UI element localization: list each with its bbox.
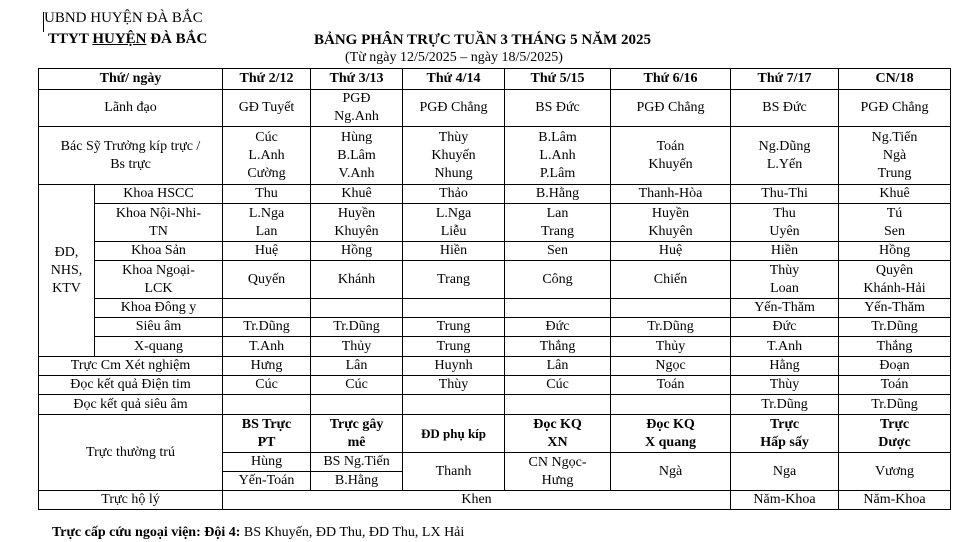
table-cell: Thủy bbox=[311, 337, 403, 357]
table-cell: B.Hằng bbox=[311, 472, 403, 491]
table-cell: Quyên Khánh-Hải bbox=[839, 261, 951, 299]
table-cell: Thùy bbox=[731, 376, 839, 395]
footer-text: BS Khuyến, ĐD Thu, ĐD Thu, LX Hải bbox=[240, 525, 465, 540]
table-cell: Quyến bbox=[223, 261, 311, 299]
table-cell: Trung bbox=[403, 318, 505, 337]
table-cell: Hiền bbox=[731, 242, 839, 261]
table-cell: Cúc L.Anh Cường bbox=[223, 127, 311, 185]
org-name-line1: UBND HUYỆN ĐÀ BẮC bbox=[44, 10, 203, 26]
day-header-row bbox=[39, 69, 951, 90]
table-cell: Thu Uyên bbox=[731, 204, 839, 242]
row-label: Trực Cm Xét nghiệm bbox=[39, 357, 223, 376]
table-cell: BS Ng.Tiến bbox=[311, 453, 403, 472]
staff-row-ultrasound bbox=[39, 318, 951, 337]
day-header: Thứ 2/12 bbox=[223, 69, 311, 90]
table-cell: Cúc bbox=[311, 376, 403, 395]
duty-roster-table bbox=[38, 68, 951, 510]
day-header: Thứ 3/13 bbox=[311, 69, 403, 90]
lab-row bbox=[39, 357, 951, 376]
table-cell: Hùng B.Lâm V.Anh bbox=[311, 127, 403, 185]
table-cell: Lân bbox=[311, 357, 403, 376]
resident-header-row bbox=[39, 415, 951, 453]
table-cell: B.Hằng bbox=[505, 185, 611, 204]
row-label: Bác Sỹ Trưởng kíp trực / Bs trực bbox=[39, 127, 223, 185]
table-cell: Yến-Thăm bbox=[731, 299, 839, 318]
org-name-line2 bbox=[48, 31, 207, 48]
ultrasound-read-row bbox=[39, 395, 951, 415]
org-prefix: TTYT bbox=[48, 31, 93, 47]
table-cell bbox=[403, 395, 505, 415]
resident-role-header: ĐD phụ kíp bbox=[403, 415, 505, 453]
table-cell: CN Ngọc- Hưng bbox=[505, 453, 611, 491]
table-cell: T.Anh bbox=[223, 337, 311, 357]
table-cell: Tr.Dũng bbox=[839, 318, 951, 337]
table-cell: Thảo bbox=[403, 185, 505, 204]
table-cell: Huệ bbox=[611, 242, 731, 261]
table-cell: Thắng bbox=[505, 337, 611, 357]
table-cell bbox=[223, 299, 311, 318]
table-cell: Năm-Khoa bbox=[731, 491, 839, 510]
table-cell: Lan Trang bbox=[505, 204, 611, 242]
table-cell: Khuê bbox=[311, 185, 403, 204]
staff-row-obstetrics bbox=[39, 242, 951, 261]
table-cell: Khánh bbox=[311, 261, 403, 299]
table-cell: Ngọc bbox=[611, 357, 731, 376]
table-cell bbox=[311, 299, 403, 318]
resident-role-header: Trực gây mê bbox=[311, 415, 403, 453]
table-cell: Thùy Khuyến Nhung bbox=[403, 127, 505, 185]
resident-role-header: BS Trực PT bbox=[223, 415, 311, 453]
table-cell: Tr.Dũng bbox=[311, 318, 403, 337]
staff-row-internal bbox=[39, 204, 951, 242]
doctors-row bbox=[39, 127, 951, 185]
table-cell: Lân bbox=[505, 357, 611, 376]
table-cell bbox=[505, 395, 611, 415]
ecg-row bbox=[39, 376, 951, 395]
table-cell: PGĐ Chẳng bbox=[611, 90, 731, 127]
table-cell: Yến-Thăm bbox=[839, 299, 951, 318]
table-cell: Huyền Khuyên bbox=[311, 204, 403, 242]
table-cell: Toán Khuyến bbox=[611, 127, 731, 185]
page-title: BẢNG PHÂN TRỰC TUẦN 3 THÁNG 5 NĂM 2025 bbox=[314, 32, 651, 48]
day-header-label: Thứ/ ngày bbox=[39, 69, 223, 90]
table-cell: Thu-Thi bbox=[731, 185, 839, 204]
table-cell: PGĐ Chẳng bbox=[839, 90, 951, 127]
table-cell: Toán bbox=[839, 376, 951, 395]
orderly-row bbox=[39, 491, 951, 510]
table-cell: PGĐ Ng.Anh bbox=[311, 90, 403, 127]
table-cell: Thủy bbox=[611, 337, 731, 357]
staff-row-surgery bbox=[39, 261, 951, 299]
table-cell: Hưng bbox=[223, 357, 311, 376]
table-cell: B.Lâm L.Anh P.Lâm bbox=[505, 127, 611, 185]
table-cell: Hồng bbox=[839, 242, 951, 261]
table-cell bbox=[611, 395, 731, 415]
table-cell: Huynh bbox=[403, 357, 505, 376]
staff-row-traditional bbox=[39, 299, 951, 318]
row-label: Đọc kết quả siêu âm bbox=[39, 395, 223, 415]
resident-role-header: Trực Dược bbox=[839, 415, 951, 453]
table-cell: Yến-Toán bbox=[223, 472, 311, 491]
table-cell: Tú Sen bbox=[839, 204, 951, 242]
department-label: Khoa Ngoại- LCK bbox=[95, 261, 223, 299]
table-cell: Đức bbox=[505, 318, 611, 337]
footer-note bbox=[52, 525, 464, 541]
table-cell: Thùy bbox=[403, 376, 505, 395]
table-cell: Tr.Dũng bbox=[611, 318, 731, 337]
table-cell: Ng.Dũng L.Yến bbox=[731, 127, 839, 185]
day-header: Thứ 4/14 bbox=[403, 69, 505, 90]
table-cell: Khen bbox=[223, 491, 731, 510]
table-cell: Thanh bbox=[403, 453, 505, 491]
department-label: Khoa HSCC bbox=[95, 185, 223, 204]
row-label: Trực hộ lý bbox=[39, 491, 223, 510]
table-cell: PGĐ Chẳng bbox=[403, 90, 505, 127]
table-cell bbox=[505, 299, 611, 318]
table-cell: Ng.Tiến Ngà Trung bbox=[839, 127, 951, 185]
table-cell: Hùng bbox=[223, 453, 311, 472]
resident-role-header: Trực Hấp sấy bbox=[731, 415, 839, 453]
table-cell: Nga bbox=[731, 453, 839, 491]
table-cell bbox=[311, 395, 403, 415]
day-header: Thứ 7/17 bbox=[731, 69, 839, 90]
table-cell bbox=[403, 299, 505, 318]
table-cell: Ngà bbox=[611, 453, 731, 491]
table-cell: Đoạn bbox=[839, 357, 951, 376]
day-header: Thứ 6/16 bbox=[611, 69, 731, 90]
table-cell: Khuê bbox=[839, 185, 951, 204]
table-cell: Toán bbox=[611, 376, 731, 395]
day-header: Thứ 5/15 bbox=[505, 69, 611, 90]
table-cell: BS Đức bbox=[505, 90, 611, 127]
row-label: Lãnh đạo bbox=[39, 90, 223, 127]
staff-group-label: ĐD, NHS, KTV bbox=[39, 185, 95, 357]
table-cell: Trung bbox=[403, 337, 505, 357]
table-cell: Tr.Dũng bbox=[223, 318, 311, 337]
table-cell: Công bbox=[505, 261, 611, 299]
table-cell: Vương bbox=[839, 453, 951, 491]
department-label: X-quang bbox=[95, 337, 223, 357]
table-cell: Sen bbox=[505, 242, 611, 261]
table-cell: Tr.Dũng bbox=[839, 395, 951, 415]
org-underlined-word: HUYỆN bbox=[92, 31, 147, 47]
footer-label: Trực cấp cứu ngoại viện: Đội 4: bbox=[52, 525, 241, 540]
table-cell: Trang bbox=[403, 261, 505, 299]
table-cell: Chiến bbox=[611, 261, 731, 299]
table-cell: Huệ bbox=[223, 242, 311, 261]
row-label: Đọc kết quả Điện tim bbox=[39, 376, 223, 395]
table-cell: Năm-Khoa bbox=[839, 491, 951, 510]
day-header: CN/18 bbox=[839, 69, 951, 90]
table-cell: BS Đức bbox=[731, 90, 839, 127]
table-cell: Hiền bbox=[403, 242, 505, 261]
department-label: Khoa Nội-Nhi- TN bbox=[95, 204, 223, 242]
table-cell: Hằng bbox=[731, 357, 839, 376]
org-suffix: ĐÀ BẮC bbox=[146, 31, 208, 47]
department-label: Siêu âm bbox=[95, 318, 223, 337]
table-cell: T.Anh bbox=[731, 337, 839, 357]
table-cell: GĐ Tuyết bbox=[223, 90, 311, 127]
table-cell: L.Nga Liễu bbox=[403, 204, 505, 242]
table-cell bbox=[223, 395, 311, 415]
department-label: Khoa Sản bbox=[95, 242, 223, 261]
table-cell: Hồng bbox=[311, 242, 403, 261]
department-label: Khoa Đông y bbox=[95, 299, 223, 318]
table-cell: Tr.Dũng bbox=[731, 395, 839, 415]
table-cell: Đức bbox=[731, 318, 839, 337]
table-cell: Cúc bbox=[505, 376, 611, 395]
table-cell: Thu bbox=[223, 185, 311, 204]
resident-role-header: Đọc KQ XN bbox=[505, 415, 611, 453]
table-cell: Huyền Khuyên bbox=[611, 204, 731, 242]
resident-role-header: Đọc KQ X quang bbox=[611, 415, 731, 453]
leaders-row bbox=[39, 90, 951, 127]
table-cell: Cúc bbox=[223, 376, 311, 395]
table-cell: Thanh-Hòa bbox=[611, 185, 731, 204]
row-label: Trực thường trú bbox=[39, 415, 223, 491]
table-cell: Thắng bbox=[839, 337, 951, 357]
table-cell: Thùy Loan bbox=[731, 261, 839, 299]
table-cell: L.Nga Lan bbox=[223, 204, 311, 242]
date-range: (Từ ngày 12/5/2025 – ngày 18/5/2025) bbox=[345, 50, 563, 65]
staff-row-xray bbox=[39, 337, 951, 357]
staff-row-hscc bbox=[39, 185, 951, 204]
table-cell bbox=[611, 299, 731, 318]
